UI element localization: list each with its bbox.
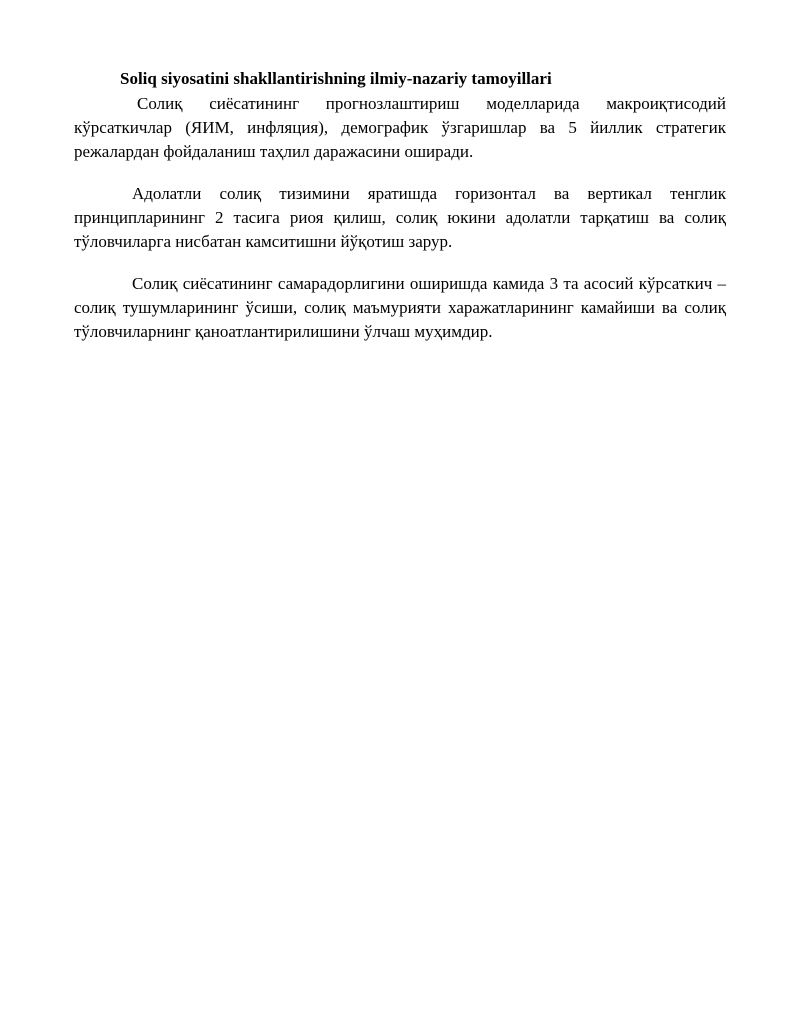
document-body [74,66,726,344]
paragraph-efficiency: Солиқ сиёсатининг самарадорлигини оширишда камида 3 та асосий кўрсаткич – солиқ тушумларининг ўсиши, солиқ маъмурияти харажатларининг камайиши ва солиқ тўловчиларнинг қаноатлантирилишини ўлчаш муҳимдир. [74,274,726,341]
paragraph-fair-tax-system: Адолатли солиқ тизимини яратишда горизонтал ва вертикал тенглик принципларининг 2 тасига риоя қилиш, солиқ юкини адолатли тарқатиш ва солиқ тўловчиларга нисбатан камситишни йўқотиш зарур. [74,184,726,251]
document-title: Soliq siyosatini shakllantirishning ilmiy-nazariy tamoyillari [120,69,552,88]
paragraph-forecasting: Солиқ сиёсатининг прогнозлаштириш моделларида макроиқтисодий кўрсаткичлар (ЯИМ, инфляция), демографик ўзгаришлар ва 5 йиллик стратегик режалардан фойдаланиш таҳлил даражасини оширади. [74,94,726,161]
